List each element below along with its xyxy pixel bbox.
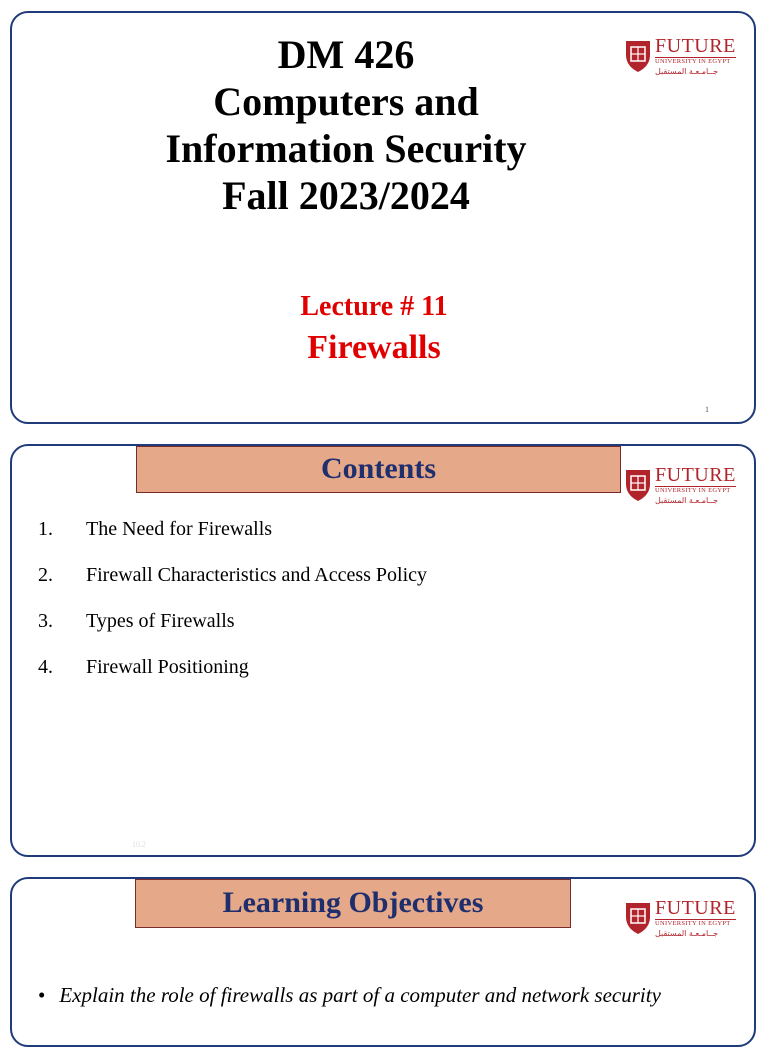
title-line: Information Security	[165, 126, 527, 171]
list-item	[38, 518, 427, 564]
item-text: Types of Firewalls	[86, 610, 235, 632]
title-line: Fall 2023/2024	[222, 173, 470, 218]
university-logo	[624, 460, 736, 510]
contents-header: Contents	[136, 446, 621, 493]
item-number: 2.	[38, 564, 53, 586]
list-item	[38, 610, 427, 656]
logo-brand: FUTURE	[655, 464, 736, 487]
contents-slide	[10, 444, 756, 857]
logo-subtitle: UNIVERSITY IN EGYPT	[655, 57, 736, 66]
shield-icon	[624, 468, 652, 502]
item-number: 3.	[38, 610, 53, 632]
university-logo	[624, 893, 736, 943]
logo-arabic: جــامـعـة المستقبل	[655, 928, 719, 938]
objective-item	[38, 983, 661, 1008]
university-logo	[624, 31, 736, 81]
lecture-title: Firewalls	[307, 329, 441, 366]
logo-arabic: جــامـعـة المستقبل	[655, 66, 719, 76]
title-slide	[10, 11, 756, 424]
logo-brand: FUTURE	[655, 897, 736, 920]
list-item	[38, 656, 427, 702]
list-item	[38, 564, 427, 610]
item-text: Firewall Positioning	[86, 656, 249, 678]
item-number: 1.	[38, 518, 53, 540]
item-number: 4.	[38, 656, 53, 678]
course-title	[12, 31, 680, 219]
objective-text: Explain the role of firewalls as part of a computer and network security	[59, 983, 661, 1007]
objectives-header: Learning Objectives	[135, 879, 571, 928]
item-text: Firewall Characteristics and Access Policy	[86, 564, 428, 586]
logo-subtitle: UNIVERSITY IN EGYPT	[655, 919, 736, 928]
item-text: The Need for Firewalls	[86, 518, 273, 540]
title-line: DM 426	[277, 32, 415, 77]
logo-brand: FUTURE	[655, 35, 736, 58]
title-line: Computers and	[213, 79, 479, 124]
page-number: 10.2	[132, 840, 146, 849]
logo-subtitle: UNIVERSITY IN EGYPT	[655, 486, 736, 495]
shield-icon	[624, 901, 652, 935]
objectives-slide	[10, 877, 756, 1047]
page-number: 1	[705, 405, 709, 414]
lecture-number: Lecture # 11	[300, 291, 448, 322]
bullet: •	[38, 983, 46, 1007]
contents-list	[38, 518, 427, 702]
logo-arabic: جــامـعـة المستقبل	[655, 495, 719, 505]
shield-icon	[624, 39, 652, 73]
